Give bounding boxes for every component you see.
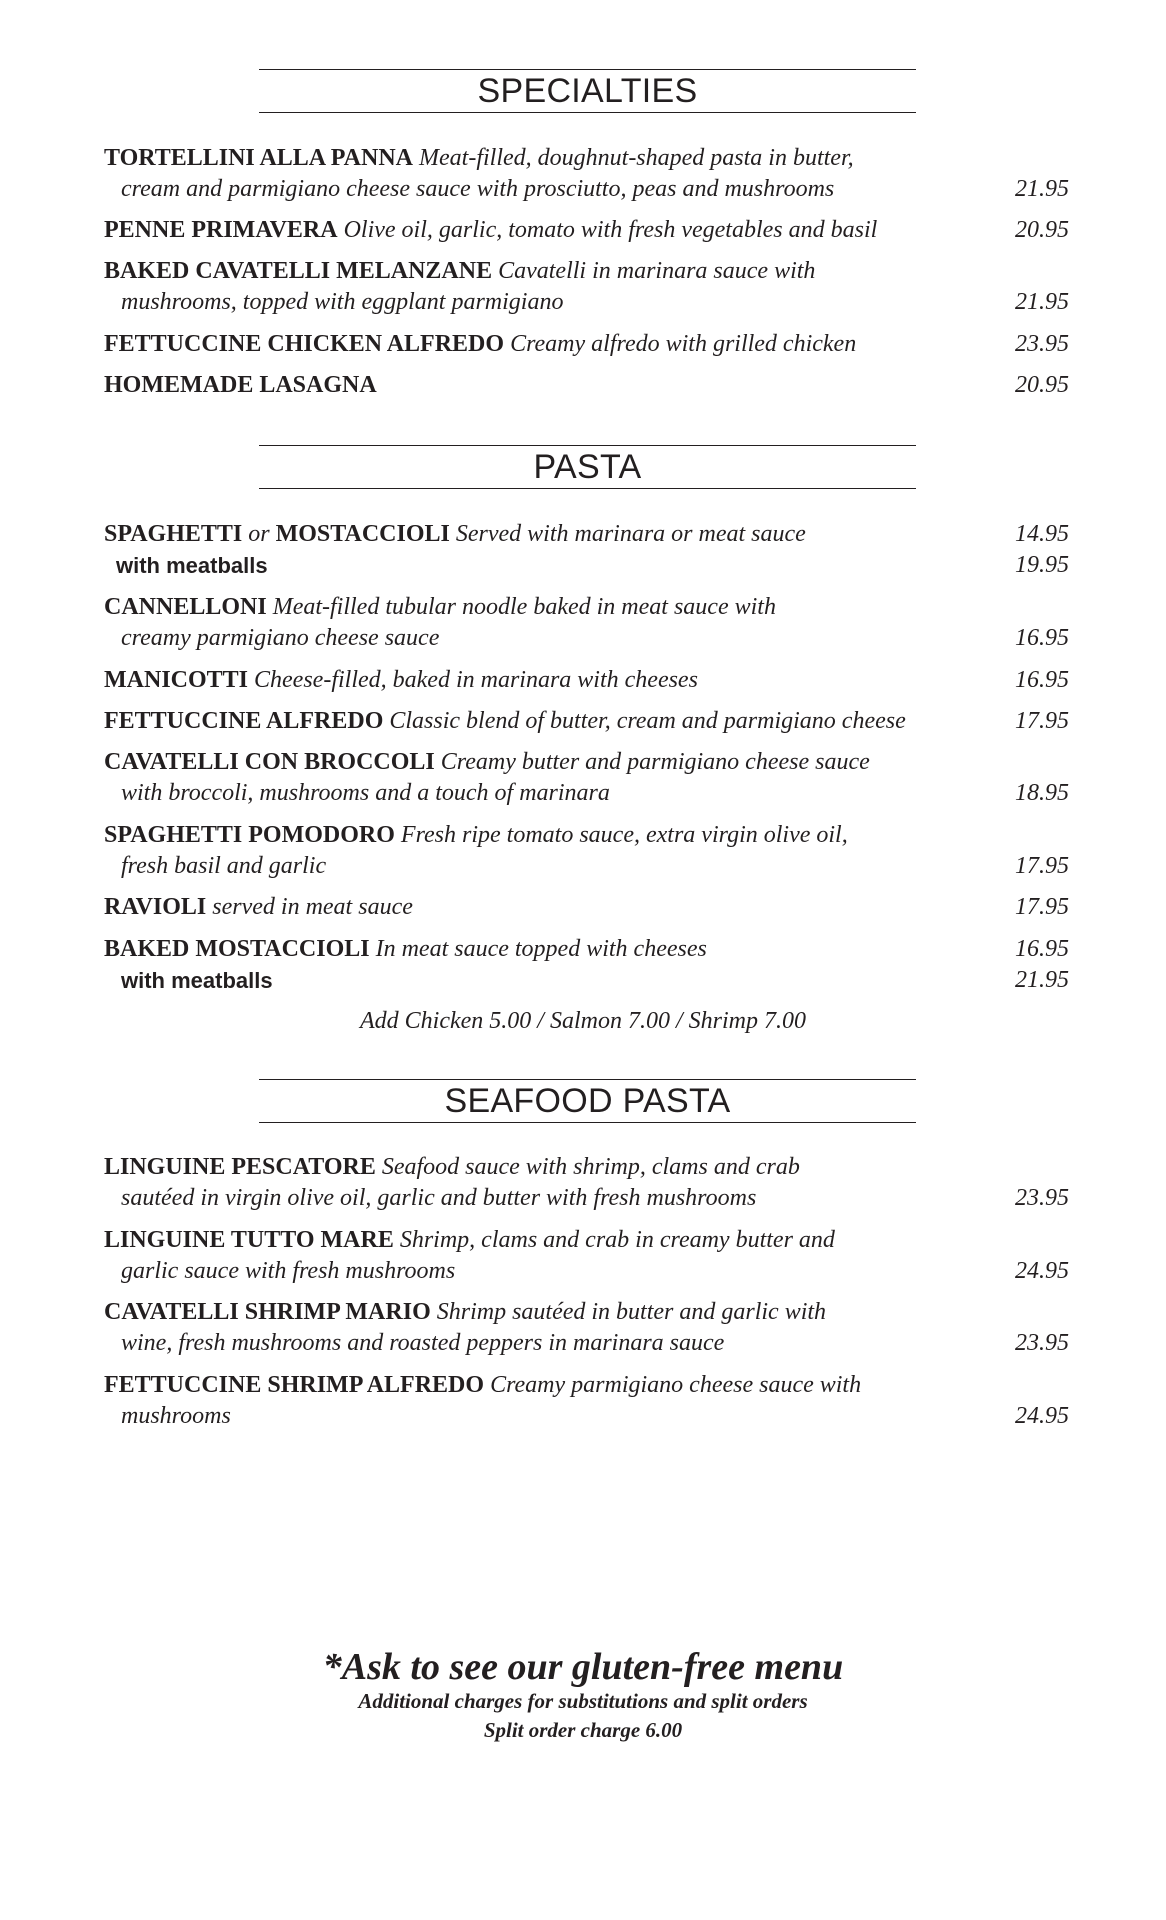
item-option: with meatballs [121, 968, 273, 993]
item-name: FETTUCCINE CHICKEN ALFREDO [104, 331, 505, 357]
item-description: wine, fresh mushrooms and roasted peppers in marinara sauce [121, 1330, 725, 1356]
item-description: Creamy butter and parmigiano cheese sauce [440, 749, 870, 775]
item-description: cream and parmigiano cheese sauce with prosciutto, peas and mushrooms [121, 176, 835, 202]
item-description: Shrimp, clams and crab in creamy butter and [399, 1227, 835, 1253]
item-price: 17.95 [1015, 853, 1069, 879]
item-name: FETTUCCINE ALFREDO [104, 708, 384, 734]
item-name: CANNELLONI [104, 594, 267, 620]
item-option-price: 21.95 [1015, 967, 1069, 993]
item-price: 20.95 [1015, 372, 1069, 398]
item-description: Creamy parmigiano cheese sauce with [490, 1372, 862, 1398]
item-description: Cheese-filled, baked in marinara with cheeses [254, 667, 698, 693]
item-name: CAVATELLI CON BROCCOLI [104, 749, 435, 775]
item-price: 16.95 [1015, 667, 1069, 693]
item-name: BAKED CAVATELLI MELANZANE [104, 258, 493, 284]
section-title-seafood-pasta: SEAFOOD PASTA [259, 1079, 916, 1123]
item-conjunction: or [248, 521, 270, 547]
item-price: 23.95 [1015, 331, 1069, 357]
item-price: 21.95 [1015, 289, 1069, 315]
section-title-specialties: SPECIALTIES [259, 69, 916, 113]
item-name: TORTELLINI ALLA PANNA [104, 145, 414, 171]
item-option-price: 19.95 [1015, 552, 1069, 578]
item-description: garlic sauce with fresh mushrooms [121, 1258, 456, 1284]
item-name: FETTUCCINE SHRIMP ALFREDO [104, 1372, 485, 1398]
item-description: Meat-filled, doughnut-shaped pasta in butter, [419, 145, 854, 171]
item-description: Classic blend of butter, cream and parmigiano cheese [389, 708, 906, 734]
item-description: Meat-filled tubular noodle baked in meat sauce with [272, 594, 776, 620]
item-price: 18.95 [1015, 780, 1069, 806]
substitutions-note: Additional charges for substitutions and split orders [358, 1689, 808, 1713]
item-description: In meat sauce topped with cheeses [375, 936, 707, 962]
item-price: 24.95 [1015, 1403, 1069, 1429]
item-description: mushrooms, topped with eggplant parmigiano [121, 289, 564, 315]
item-description: Cavatelli in marinara sauce with [498, 258, 816, 284]
item-price: 16.95 [1015, 625, 1069, 651]
item-price: 16.95 [1015, 936, 1069, 962]
item-name: MANICOTTI [104, 667, 249, 693]
item-name: SPAGHETTI [104, 521, 243, 547]
item-description: creamy parmigiano cheese sauce [121, 625, 440, 651]
item-name: PENNE PRIMAVERA [104, 217, 338, 243]
item-price: 24.95 [1015, 1258, 1069, 1284]
item-description: Olive oil, garlic, tomato with fresh vegetables and basil [343, 217, 878, 243]
item-price: 17.95 [1015, 894, 1069, 920]
item-description: with broccoli, mushrooms and a touch of marinara [121, 780, 610, 806]
item-description: Shrimp sautéed in butter and garlic with [436, 1299, 827, 1325]
section-title-pasta: PASTA [259, 445, 916, 489]
item-name: LINGUINE PESCATORE [104, 1154, 376, 1180]
item-price: 20.95 [1015, 217, 1069, 243]
item-description: Creamy alfredo with grilled chicken [510, 331, 857, 357]
item-name: CAVATELLI SHRIMP MARIO [104, 1299, 431, 1325]
item-name: SPAGHETTI POMODORO [104, 822, 395, 848]
split-order-charge: Split order charge 6.00 [483, 1718, 683, 1742]
item-name: LINGUINE TUTTO MARE [104, 1227, 394, 1253]
item-name: HOMEMADE LASAGNA [104, 372, 377, 398]
item-price: 21.95 [1015, 176, 1069, 202]
gluten-free-notice: *Ask to see our gluten-free menu [322, 1646, 844, 1688]
item-description: served in meat sauce [212, 894, 413, 920]
item-price: 23.95 [1015, 1330, 1069, 1356]
item-price: 23.95 [1015, 1185, 1069, 1211]
item-price: 17.95 [1015, 708, 1069, 734]
item-description: fresh basil and garlic [121, 853, 327, 879]
item-description: mushrooms [121, 1403, 231, 1429]
item-description: Fresh ripe tomato sauce, extra virgin olive oil, [400, 822, 848, 848]
item-description: Served with marinara or meat sauce [455, 521, 806, 547]
item-name: RAVIOLI [104, 894, 207, 920]
item-description: Seafood sauce with shrimp, clams and crab [381, 1154, 800, 1180]
item-name: BAKED MOSTACCIOLI [104, 936, 370, 962]
item-name: MOSTACCIOLI [275, 521, 450, 547]
item-option: with meatballs [116, 553, 268, 578]
item-description: sautéed in virgin olive oil, garlic and butter with fresh mushrooms [121, 1185, 757, 1211]
add-on-note: Add Chicken 5.00 / Salmon 7.00 / Shrimp 7.00 [360, 1008, 806, 1034]
item-price: 14.95 [1015, 521, 1069, 547]
